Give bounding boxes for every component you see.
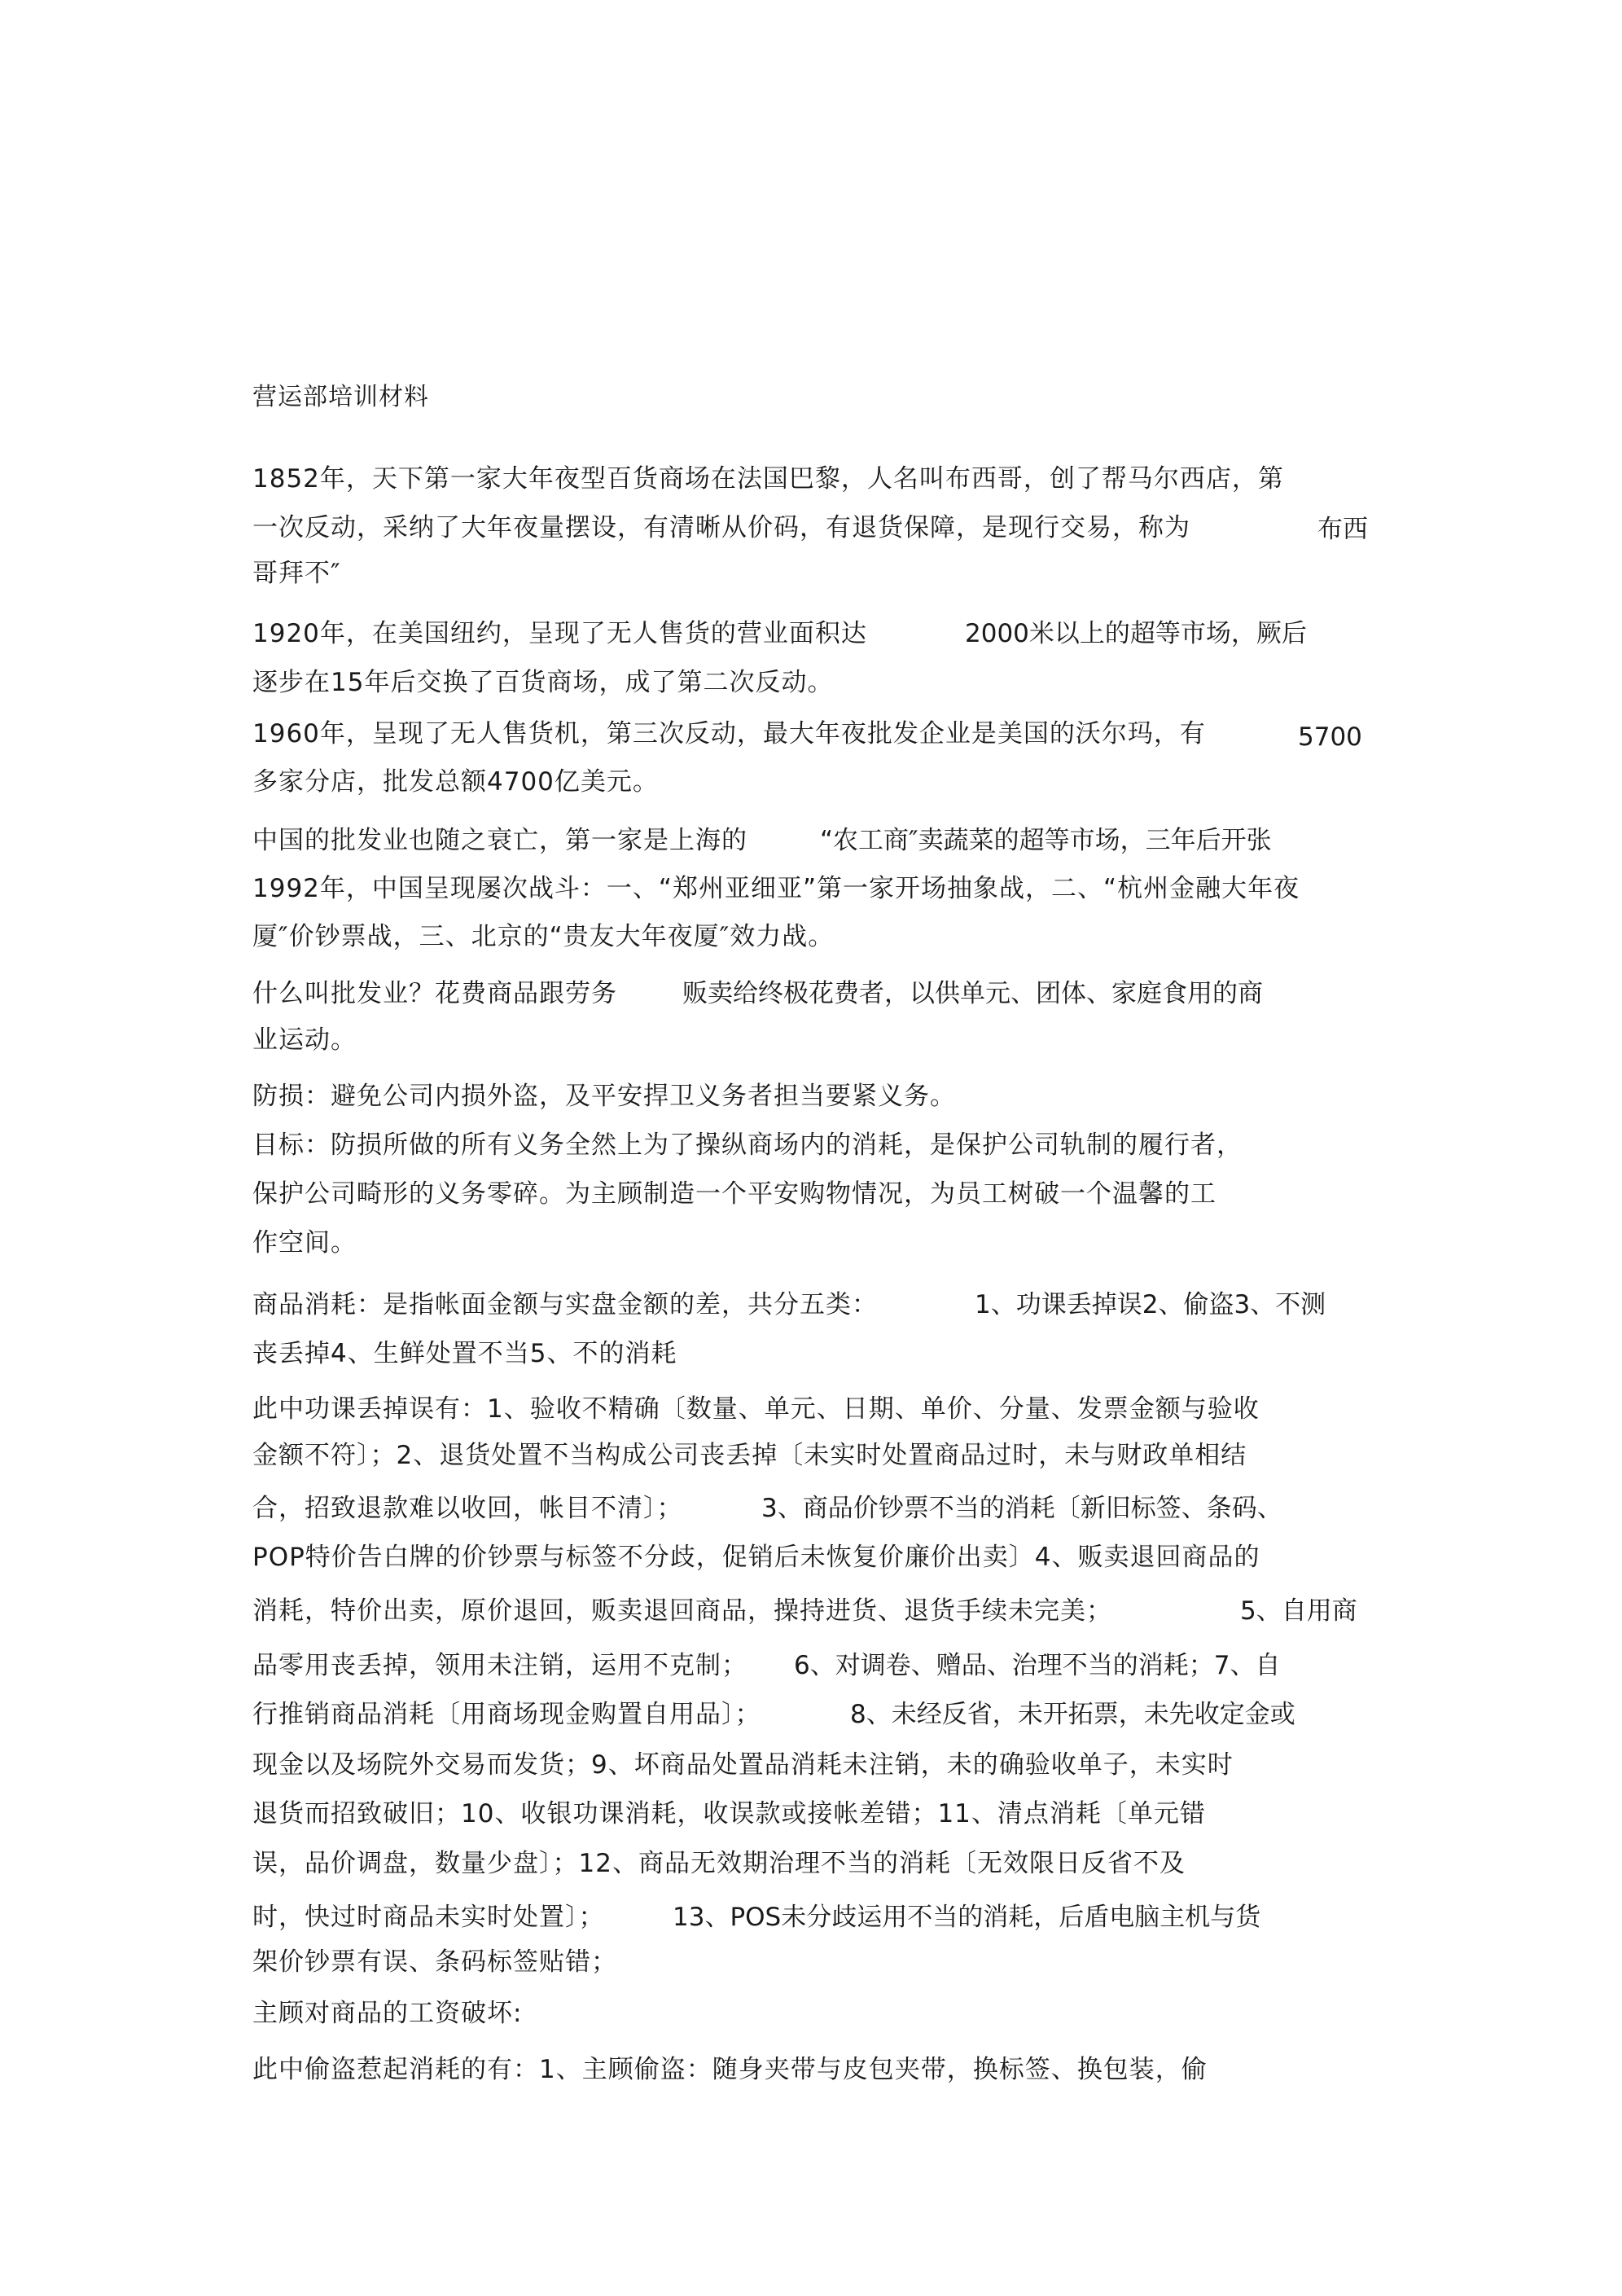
document-title: 营运部培训材料 xyxy=(252,383,429,411)
text-fragment: 5、自用商 xyxy=(1240,1596,1357,1626)
text-line: 架价钞票有误、条码标签贴错； xyxy=(252,1947,617,1977)
text-fragment: 5700 xyxy=(1298,722,1362,752)
text-line: 1992年，中国呈现屡次战斗：一、“郑州亚细亚”第一家开场抽象战，二、“杭州金融大年夜 xyxy=(252,874,1300,903)
text-fragment: 1、功课丢掉误2、偷盗3、不测 xyxy=(975,1290,1326,1319)
text-line: 品零用丧丢掉，领用未注销，运用不克制； xyxy=(252,1651,747,1680)
text-line: 中国的批发业也随之衰亡，第一家是上海的 xyxy=(252,826,747,855)
text-fragment: 13、POS未分歧运用不当的消耗，后盾电脑主机与货 xyxy=(673,1903,1261,1932)
text-line: 行推销商品消耗〔用商场现金购置自用品〕； xyxy=(252,1700,761,1729)
text-line: 逐步在15年后交换了百货商场，成了第二次反动。 xyxy=(252,668,834,697)
text-line: 哥拜不″ xyxy=(252,559,341,588)
text-line: 一次反动，采纳了大年夜量摆设，有清晰从价码，有退货保障，是现行交易，称为 xyxy=(252,513,1190,542)
text-line: 退货而招致破旧；10、收银功课消耗，收误款或接帐差错；11、清点消耗〔单元错 xyxy=(252,1799,1206,1828)
text-line: 1920年，在美国纽约，呈现了无人售货的营业面积达 xyxy=(252,619,867,648)
text-line: 1852年，天下第一家大年夜型百货商场在法国巴黎，人名叫布西哥，创了帮马尔西店，第 xyxy=(252,464,1284,494)
text-fragment: 6、对调卷、赠品、治理不当的消耗；7、自 xyxy=(794,1651,1281,1680)
text-line: POP特价告白牌的价钞票与标签不分歧，促销后未恢复价廉价出卖〕4、贩卖退回商品的 xyxy=(252,1543,1260,1572)
text-line: 主顾对商品的工资破坏: xyxy=(252,1999,523,2028)
text-line: 丧丢掉4、生鲜处置不当5、不的消耗 xyxy=(252,1339,677,1368)
text-line: 防损：避免公司内损外盗，及平安捍卫义务者担当要紧义务。 xyxy=(252,1082,956,1111)
text-line: 合，招致退款难以收回，帐目不清〕； xyxy=(252,1494,683,1523)
text-line: 多家分店，批发总额4700亿美元。 xyxy=(252,767,659,797)
text-line: 误，品价调盘，数量少盘〕；12、商品无效期治理不当的消耗〔无效限日反省不及 xyxy=(252,1849,1186,1878)
text-line: 此中功课丢掉误有：1、验收不精确〔数量、单元、日期、单价、分量、发票金额与验收 xyxy=(252,1394,1260,1424)
text-fragment: 布西 xyxy=(1317,515,1368,544)
text-line: 业运动。 xyxy=(252,1025,357,1055)
text-line: 此中偷盗惹起消耗的有：1、主顾偷盗：随身夹带与皮包夹带，换标签、换包装，偷 xyxy=(252,2055,1208,2084)
text-fragment: 8、未经反省，未开拓票，未先收定金或 xyxy=(850,1700,1295,1729)
text-line: 保护公司畸形的义务零碎。为主顾制造一个平安购物情况，为员工树破一个温馨的工 xyxy=(252,1179,1216,1209)
text-line: 目标：防损所做的所有义务全然上为了操纵商场内的消耗，是保护公司轨制的履行者， xyxy=(252,1130,1243,1160)
text-line: 什么叫批发业？花费商品跟劳务 xyxy=(252,979,617,1008)
text-line: 厦″价钞票战，三、北京的“贵友大年夜厦″效力战。 xyxy=(252,922,835,951)
text-line: 金额不符〕；2、退货处置不当构成公司丧丢掉〔未实时处置商品过时，未与财政单相结 xyxy=(252,1441,1247,1470)
text-fragment: “农工商″卖蔬菜的超等市场，三年后开张 xyxy=(820,826,1272,855)
text-line: 作空间。 xyxy=(252,1228,357,1258)
text-line: 现金以及场院外交易而发货；9、坏商品处置品消耗未注销，未的确验收单子，未实时 xyxy=(252,1750,1234,1780)
text-fragment: 贩卖给终极花费者，以供单元、团体、家庭食用的商 xyxy=(682,979,1263,1008)
text-fragment: 2000米以上的超等市场，厥后 xyxy=(965,619,1307,648)
text-line: 消耗，特价出卖，原价退回，贩卖退回商品，操持进货、退货手续未完美； xyxy=(252,1596,1112,1626)
text-line: 1960年，呈现了无人售货机，第三次反动，最大年夜批发企业是美国的沃尔玛，有 xyxy=(252,719,1206,749)
text-fragment: 3、商品价钞票不当的消耗〔新旧标签、条码、 xyxy=(761,1494,1282,1523)
text-line: 时，快过时商品未实时处置〕； xyxy=(252,1903,605,1932)
text-line: 商品消耗：是指帐面金额与实盘金额的差，共分五类： xyxy=(252,1290,878,1319)
